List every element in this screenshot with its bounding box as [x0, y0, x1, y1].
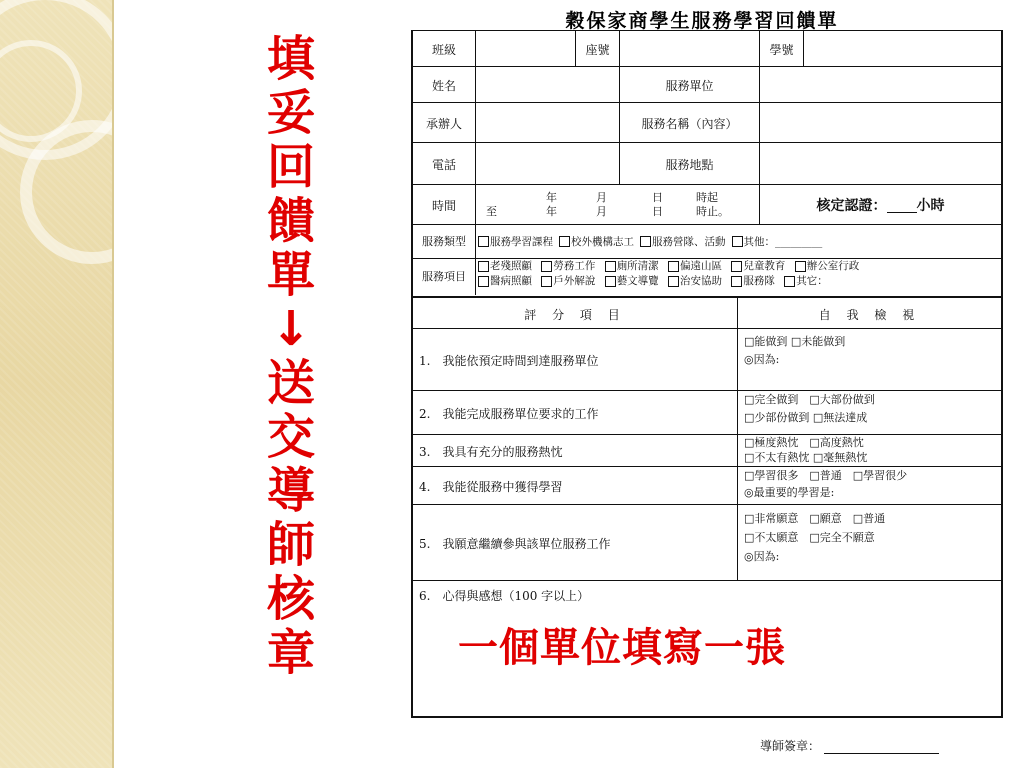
eval-item-label: 2. 我能完成服務單位要求的工作: [419, 406, 599, 421]
checkbox[interactable]: [640, 236, 651, 247]
service-name-field[interactable]: [759, 103, 1001, 143]
feedback-form: [411, 30, 1003, 718]
option-label: 辦公室行政: [806, 260, 860, 272]
option-label: 治安協助: [680, 275, 723, 287]
time-clock: 時起: [696, 191, 718, 204]
self-check-line[interactable]: ◎因為:: [744, 353, 780, 366]
student-id-label: 學號: [759, 31, 803, 67]
service-unit-label: 服務單位: [619, 67, 759, 103]
eval-row: [413, 504, 1001, 581]
time-range[interactable]: [475, 185, 759, 225]
eval-item-label: 1. 我能依預定時間到達服務單位: [419, 353, 599, 368]
option-label: 勞務工作: [553, 260, 596, 272]
service-name-label: 服務名稱（內容）: [619, 103, 759, 143]
option-label: 廁所清潔: [616, 260, 659, 272]
checkbox[interactable]: [731, 276, 742, 287]
eval-row: [413, 434, 1001, 467]
service-item-option[interactable]: [731, 274, 775, 289]
big-red-note: 一個單位填寫一張: [458, 625, 786, 671]
self-check-header: 自 我 檢 視: [737, 298, 1001, 330]
service-type-options: [475, 225, 1001, 259]
eval-item-label: 5. 我願意繼續參與該單位服務工作: [419, 536, 611, 551]
checkbox[interactable]: [668, 261, 679, 272]
certify-field[interactable]: [759, 185, 1001, 225]
service-type-option[interactable]: [640, 235, 726, 250]
option-label: 其它：: [796, 275, 828, 287]
option-label: 服務營隊、活動: [652, 235, 726, 248]
instruction-char: 回: [266, 139, 315, 195]
service-item-option[interactable]: [731, 259, 785, 274]
eval-header-row: [413, 296, 1001, 330]
self-check-options[interactable]: [737, 435, 1001, 467]
form-row-contact: [413, 102, 1001, 143]
checkbox[interactable]: [605, 276, 616, 287]
checkbox[interactable]: [541, 276, 552, 287]
time-end-line: [476, 205, 759, 219]
checkbox[interactable]: [478, 276, 489, 287]
time-month: 月: [596, 191, 607, 204]
self-check-line[interactable]: □學習很多 □普通 □學習很少: [744, 469, 908, 482]
instruction-char: 饋: [266, 193, 315, 249]
instruction-char: 妥: [266, 85, 315, 141]
form-row-name: [413, 66, 1001, 103]
instruction-char: 師: [266, 517, 315, 573]
eval-item-label: 4. 我能從服務中獲得學習: [419, 479, 563, 494]
seat-label: 座號: [575, 31, 619, 67]
option-label: 戶外解說: [553, 275, 596, 287]
certify-label: 核定認證：: [816, 198, 887, 214]
service-place-field[interactable]: [759, 143, 1001, 185]
checkbox[interactable]: [559, 236, 570, 247]
instruction-char: 單: [266, 247, 315, 303]
time-start-line: [476, 191, 759, 205]
self-check-options[interactable]: [737, 329, 1001, 391]
option-label: 服務學習課程: [490, 235, 553, 248]
checkbox[interactable]: [731, 261, 742, 272]
service-item-option[interactable]: [478, 274, 532, 289]
certify-unit: 小時: [916, 198, 945, 214]
form-title: 穀保家商學生服務學習回饋單: [565, 10, 839, 32]
contact-label: 承辦人: [425, 116, 462, 131]
option-label: 其他：_________: [743, 235, 823, 248]
option-label: 藝文導覽: [616, 275, 659, 287]
reflection-label: 6. 心得與感想（100 字以上）: [419, 589, 590, 603]
eval-row: [413, 390, 1001, 435]
student-id-field[interactable]: [803, 31, 1001, 67]
checkbox[interactable]: [478, 236, 489, 247]
teacher-sign-line[interactable]: [824, 753, 939, 754]
service-type-option[interactable]: [478, 235, 553, 250]
service-item-option[interactable]: [795, 259, 860, 274]
time-day: 日: [652, 191, 663, 204]
instruction-char: 導: [266, 463, 315, 519]
service-item-option[interactable]: [541, 274, 595, 289]
self-check-options[interactable]: [737, 467, 1001, 505]
form-row-class: [413, 30, 1001, 67]
name-label: 姓名: [431, 78, 456, 93]
self-check-line[interactable]: □極度熱忱 □高度熱忱: [744, 436, 864, 449]
service-item-option[interactable]: [541, 259, 595, 274]
name-field[interactable]: [475, 67, 619, 103]
time-to-prefix: 至: [486, 205, 497, 218]
self-check-line[interactable]: ◎最重要的學習是:: [744, 486, 835, 499]
service-place-label: 服務地點: [619, 143, 759, 185]
self-check-line[interactable]: □能做到 □未能做到: [744, 335, 846, 348]
time-year: 年: [546, 191, 557, 204]
option-label: 校外機構志工: [571, 235, 634, 248]
form-row-service-type: [413, 224, 1001, 259]
instruction-char: 核: [266, 571, 315, 627]
checkbox[interactable]: [668, 276, 679, 287]
class-label: 班級: [431, 42, 456, 57]
eval-header: 評 分 項 目: [524, 307, 626, 322]
self-check-line[interactable]: □不太有熱忱 □毫無熱忱: [744, 451, 868, 464]
service-items-line: [478, 274, 834, 289]
checkbox[interactable]: [478, 261, 489, 272]
service-type-label: 服務類型: [422, 235, 466, 248]
service-item-label: 服務項目: [422, 270, 466, 283]
checkbox[interactable]: [784, 276, 795, 287]
contact-field[interactable]: [475, 103, 619, 143]
option-label: 服務隊: [743, 275, 775, 287]
service-item-options: [475, 259, 1001, 295]
option-label: 偏遠山區: [680, 260, 723, 272]
phone-label: 電話: [431, 157, 456, 172]
service-type-option[interactable]: [732, 235, 823, 250]
instruction-char: 送: [266, 355, 315, 411]
option-label: 老殘照顧: [490, 260, 532, 272]
seat-field[interactable]: [619, 31, 759, 67]
class-field[interactable]: [475, 31, 575, 67]
time-clock: 時止。: [696, 205, 729, 218]
service-item-option[interactable]: [478, 259, 532, 274]
self-check-line[interactable]: □完全做到 □大部份做到: [744, 393, 875, 406]
certify-hours-blank[interactable]: [887, 198, 917, 213]
time-day: 日: [652, 205, 663, 218]
time-label: 時間: [431, 198, 456, 213]
instruction-char: 填: [266, 31, 315, 87]
service-item-option[interactable]: [605, 259, 659, 274]
eval-row: [413, 466, 1001, 505]
time-year: 年: [546, 205, 557, 218]
vertical-instruction: [262, 32, 320, 680]
option-label: 醫病照顧: [490, 275, 532, 287]
checkbox[interactable]: [795, 261, 806, 272]
instruction-char: 章: [266, 625, 315, 681]
service-item-option[interactable]: [605, 274, 659, 289]
self-check-line[interactable]: □不太願意 □完全不願意: [744, 531, 875, 544]
service-items-line: [478, 259, 865, 274]
service-item-option[interactable]: [668, 274, 722, 289]
self-check-line[interactable]: ◎因為:: [744, 550, 780, 563]
self-check-options[interactable]: [737, 391, 1001, 435]
eval-item-label: 3. 我具有充分的服務熱忱: [419, 444, 563, 459]
instruction-char: 交: [266, 409, 315, 465]
self-check-line[interactable]: □非常願意 □願意 □普通: [744, 512, 886, 525]
checkbox[interactable]: [541, 261, 552, 272]
checkbox[interactable]: [605, 261, 616, 272]
phone-field[interactable]: [475, 143, 619, 185]
self-check-line[interactable]: □少部份做到 □無法達成: [744, 411, 868, 424]
eval-row: [413, 328, 1001, 391]
form-row-phone: [413, 142, 1001, 185]
teacher-signature: [760, 737, 939, 754]
decorative-side-strip: [0, 0, 114, 768]
self-check-options[interactable]: [737, 505, 1001, 581]
checkbox[interactable]: [732, 236, 743, 247]
service-type-option[interactable]: [559, 235, 634, 250]
service-item-option[interactable]: [668, 259, 722, 274]
time-month: 月: [596, 205, 607, 218]
option-label: 兒童教育: [743, 260, 786, 272]
instruction-char: ↓: [270, 301, 312, 357]
form-row-service-items: [413, 258, 1001, 295]
service-unit-field[interactable]: [759, 67, 1001, 103]
form-row-time: [413, 184, 1001, 225]
service-item-option[interactable]: [784, 274, 828, 289]
teacher-sign-label: 導師簽章：: [760, 739, 821, 753]
